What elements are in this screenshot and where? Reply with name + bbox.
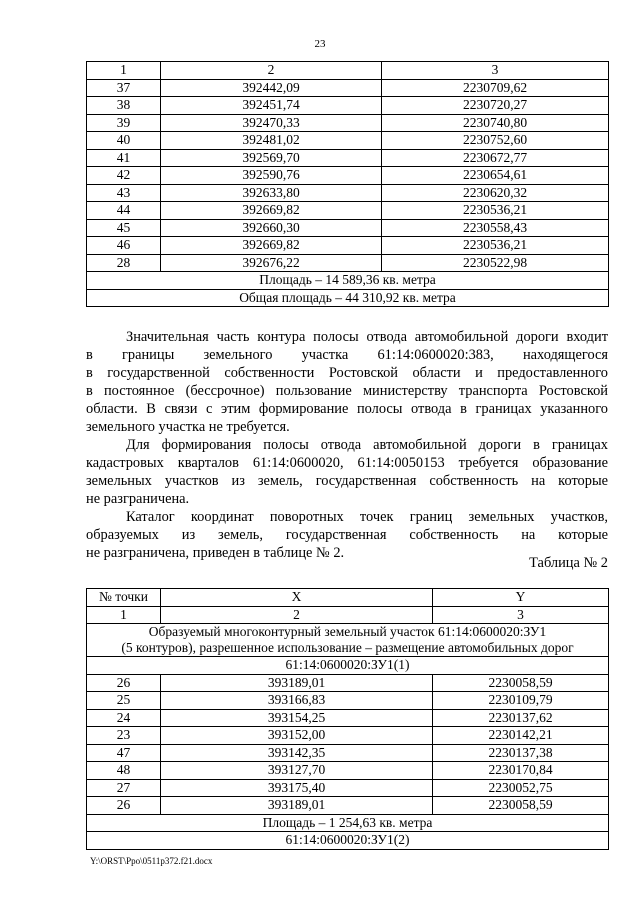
point-number: 39 (87, 114, 161, 132)
x-coordinate: 392442,09 (161, 79, 382, 97)
total-area-row (87, 289, 609, 307)
table-row (87, 97, 609, 115)
point-number: 40 (87, 132, 161, 150)
x-coordinate: 393127,70 (161, 762, 433, 780)
parcel-title-line: (5 контуров), разрешенное использование – размещение автомобильных дорог (121, 640, 574, 655)
y-coordinate: 2230522,98 (382, 254, 609, 272)
text-line: в государственной собственности Ростовской области и предоставленного (86, 365, 608, 381)
point-number: 38 (87, 97, 161, 115)
table-row (87, 237, 609, 255)
point-number: 46 (87, 237, 161, 255)
point-number: 43 (87, 184, 161, 202)
x-coordinate: 393142,35 (161, 744, 433, 762)
y-coordinate: 2230058,59 (433, 674, 609, 692)
area-value: Площадь – 1 254,63 кв. метра (87, 814, 609, 832)
column-number: 1 (87, 62, 161, 80)
table-row (87, 762, 609, 780)
x-coordinate: 392470,33 (161, 114, 382, 132)
x-coordinate: 392569,70 (161, 149, 382, 167)
y-coordinate: 2230137,38 (433, 744, 609, 762)
parcel-title-row (87, 624, 609, 657)
x-coordinate: 392669,82 (161, 237, 382, 255)
y-coordinate: 2230109,79 (433, 692, 609, 710)
contour-row (87, 832, 609, 850)
point-number: 26 (87, 797, 161, 815)
total-area-value: Общая площадь – 44 310,92 кв. метра (87, 289, 609, 307)
y-coordinate: 2230720,27 (382, 97, 609, 115)
text-line: в границы земельного участка 61:14:0600020:383, находящегося (86, 347, 608, 363)
table-row (87, 254, 609, 272)
x-coordinate: 392633,80 (161, 184, 382, 202)
x-coordinate: 393175,40 (161, 779, 433, 797)
y-coordinate: 2230672,77 (382, 149, 609, 167)
column-numbers-row (87, 606, 609, 624)
y-coordinate: 2230052,75 (433, 779, 609, 797)
contour-row (87, 657, 609, 675)
column-number: 3 (433, 606, 609, 624)
y-coordinate: 2230170,84 (433, 762, 609, 780)
table-row (87, 149, 609, 167)
x-coordinate: 392481,02 (161, 132, 382, 150)
point-number: 24 (87, 709, 161, 727)
point-number: 28 (87, 254, 161, 272)
x-coordinate: 393152,00 (161, 727, 433, 745)
point-number: 44 (87, 202, 161, 220)
paragraph-formation (86, 436, 608, 508)
x-coordinate: 392590,76 (161, 167, 382, 185)
header-point-number: № точки (87, 589, 161, 607)
point-number: 23 (87, 727, 161, 745)
coordinates-table-2 (86, 588, 609, 850)
table-row (87, 167, 609, 185)
column-number: 3 (382, 62, 609, 80)
table-row (87, 797, 609, 815)
table-row (87, 184, 609, 202)
parcel-title-line: Образуемый многоконтурный земельный участок 61:14:0600020:ЗУ1 (148, 624, 547, 639)
coordinates-table-continued (86, 61, 609, 307)
text-line: кадастровых кварталов 61:14:0600020, 61:14:0050153 требуется образование (86, 455, 608, 471)
table-row (87, 779, 609, 797)
y-coordinate: 2230740,80 (382, 114, 609, 132)
text-line: в постоянное (бессрочное) пользование министерству транспорта Ростовской (86, 383, 608, 399)
x-coordinate: 393166,83 (161, 692, 433, 710)
y-coordinate: 2230620,32 (382, 184, 609, 202)
point-number: 42 (87, 167, 161, 185)
point-number: 27 (87, 779, 161, 797)
text-line: образуемых из земель, государственная собственность на которые (86, 527, 608, 543)
point-number: 37 (87, 79, 161, 97)
area-value: Площадь – 14 589,36 кв. метра (87, 272, 609, 290)
table-row (87, 132, 609, 150)
text-line: земельного участка не требуется. (86, 419, 290, 435)
x-coordinate: 392669,82 (161, 202, 382, 220)
column-number: 1 (87, 606, 161, 624)
y-coordinate: 2230058,59 (433, 797, 609, 815)
text-line: не разграничена, приведен в таблице № 2. (86, 545, 345, 561)
x-coordinate: 392451,74 (161, 97, 382, 115)
point-number: 41 (87, 149, 161, 167)
y-coordinate: 2230558,43 (382, 219, 609, 237)
point-number: 47 (87, 744, 161, 762)
table-row (87, 114, 609, 132)
table-row (87, 727, 609, 745)
paragraph-road-contour (86, 328, 608, 436)
table-header-row (87, 589, 609, 607)
table-row (87, 674, 609, 692)
footer-file-path: Y:\ORST\Ppo\0511p372.f21.docx (90, 856, 213, 866)
paragraph-catalog (86, 508, 608, 562)
x-coordinate: 393189,01 (161, 797, 433, 815)
table-header-row (87, 62, 609, 80)
x-coordinate: 393189,01 (161, 674, 433, 692)
y-coordinate: 2230536,21 (382, 237, 609, 255)
y-coordinate: 2230536,21 (382, 202, 609, 220)
contour-label: 61:14:0600020:ЗУ1(2) (87, 832, 609, 850)
header-y: Y (433, 589, 609, 607)
y-coordinate: 2230752,60 (382, 132, 609, 150)
text-line: области. В связи с этим формирование полосы отвода в границах указанного (86, 401, 608, 417)
table-caption: Таблица № 2 (529, 555, 608, 571)
x-coordinate: 393154,25 (161, 709, 433, 727)
point-number: 26 (87, 674, 161, 692)
text-line: Каталог координат поворотных точек границ земельных участков, (126, 509, 608, 525)
x-coordinate: 392660,30 (161, 219, 382, 237)
text-line: Значительная часть контура полосы отвода автомобильной дороги входит (126, 329, 608, 345)
page-number: 23 (314, 38, 326, 50)
area-row (87, 272, 609, 290)
point-number: 45 (87, 219, 161, 237)
table-row (87, 79, 609, 97)
column-number: 2 (161, 62, 382, 80)
table-row (87, 219, 609, 237)
text-line: не разграничена. (86, 491, 190, 507)
y-coordinate: 2230137,62 (433, 709, 609, 727)
header-x: X (161, 589, 433, 607)
text-line: земельных участков из земель, государственная собственность на которые (86, 473, 608, 489)
point-number: 25 (87, 692, 161, 710)
y-coordinate: 2230709,62 (382, 79, 609, 97)
parcel-title (87, 624, 609, 657)
y-coordinate: 2230142,21 (433, 727, 609, 745)
contour-label: 61:14:0600020:ЗУ1(1) (87, 657, 609, 675)
y-coordinate: 2230654,61 (382, 167, 609, 185)
table-row (87, 202, 609, 220)
column-number: 2 (161, 606, 433, 624)
area-row (87, 814, 609, 832)
x-coordinate: 392676,22 (161, 254, 382, 272)
text-line: Для формирования полосы отвода автомобильной дороги в границах (126, 437, 608, 453)
point-number: 48 (87, 762, 161, 780)
table-row (87, 692, 609, 710)
table-row (87, 709, 609, 727)
table-row (87, 744, 609, 762)
